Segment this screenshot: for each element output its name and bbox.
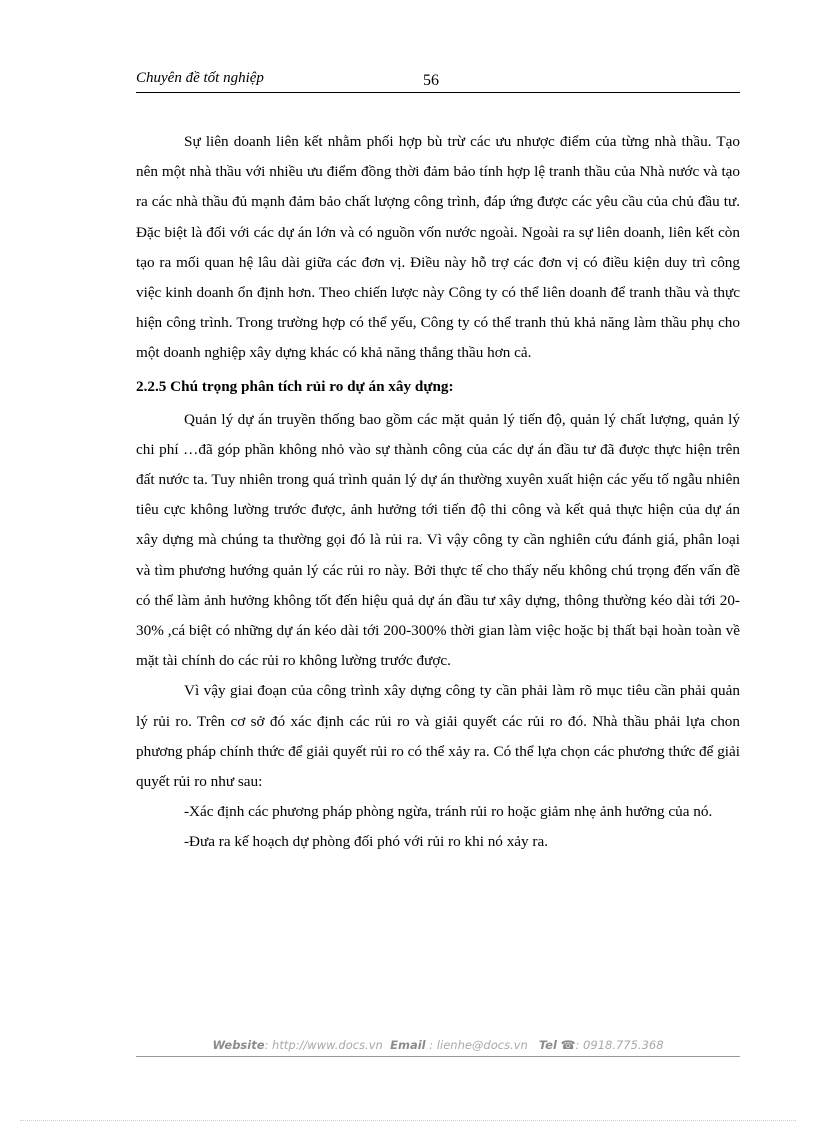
- page-footer: [136, 1038, 740, 1057]
- footer-tel-label: Tel: [538, 1038, 557, 1052]
- footer-website-label: Website: [212, 1038, 265, 1052]
- document-body: [136, 127, 740, 858]
- page-header: [136, 70, 740, 93]
- paragraph-risk-management: Quản lý dự án truyền thống bao gồm các mặt quản lý tiến độ, quản lý chất lượng, quản lý chi phí …đã góp phần không nhỏ vào sự thành công của các dự án đầu tư đã được thực hiện trên đất nước ta. Tuy nhiên trong quá trình quản lý dự án thường xuyên xuất hiện các yếu tố ngẫu nhiên tiêu cực không lường trước được, ảnh hưởng tới tiến độ thi công và kết quả thực hiện của dự án xây dựng mà chúng ta thường gọi đó là rủi ra. Vì vậy công ty cần nghiên cứu đánh giá, phân loại và tìm phương hướng quản lý các rủi ro này. Bởi thực tế cho thấy nếu không chú trọng đến vấn đề có thể làm ảnh hưởng không tốt đến hiệu quả dự án đầu tư xây dựng, thông thường kéo dài tới 20-30% ,cá biệt có những dự án kéo dài tới 200-300% thời gian làm việc hoặc bị thất bại hoàn toàn về mặt tài chính do các rủi ro không lường trước được.: [136, 410, 740, 670]
- section-heading: 2.2.5 Chú trọng phân tích rủi ro dự án xây dựng:: [136, 377, 454, 395]
- footer-email[interactable]: : lienhe@docs.vn: [429, 1038, 528, 1052]
- telephone-icon: ☎: [560, 1038, 576, 1052]
- footer-website[interactable]: : http://www.docs.vn: [264, 1038, 383, 1052]
- page-number: 56: [423, 72, 439, 89]
- header-title: Chuyên đề tốt nghiệp: [136, 70, 264, 86]
- footer-tel: : 0918.775.368: [575, 1038, 664, 1052]
- paragraph-joint-venture: Sự liên doanh liên kết nhằm phối hợp bù trừ các ưu nhược điểm của từng nhà thầu. Tạo nên một nhà thầu với nhiều ưu điểm đồng thời đảm bảo tính hợp lệ tranh thầu của Nhà nước và tạo ra các nhà thầu đủ mạnh đảm bảo chất lượng công trình, đáp ứng được các yêu cầu của chủ đầu tư. Đặc biệt là đối với các dự án lớn và có nguồn vốn nước ngoài. Ngoài ra sự liên doanh, liên kết còn tạo ra mối quan hệ lâu dài giữa các đơn vị. Điều này hỗ trợ các đơn vị có điều kiện duy trì công việc kinh doanh ổn định hơn. Theo chiến lược này Công ty có thể liên doanh để tranh thầu và thực hiện công trình. Trong trường hợp có thể yếu, Công ty có thể tranh thủ khả năng làm thầu phụ cho một doanh nghiệp xây dựng khác có khả năng thắng thầu hơn cả.: [136, 133, 740, 362]
- footer-email-label: Email: [390, 1038, 426, 1052]
- list-item-prevention: -Xác định các phương pháp phòng ngừa, tránh rủi ro hoặc giảm nhẹ ảnh hưởng của nó.: [184, 803, 713, 821]
- paragraph-risk-resolution: Vì vậy giai đoạn của công trình xây dựng công ty cần phải làm rõ mục tiêu cần phải quản lý rủi ro. Trên cơ sở đó xác định các rủi ro và giải quyết các rủi ro đó. Nhà thầu phải lựa chon phương pháp chính thức để giải quyết rủi ro có thể xảy ra. Có thể lựa chọn các phương thức để giải quyết rủi ro như sau:: [136, 682, 740, 791]
- page-bottom-divider: [20, 1120, 796, 1121]
- list-item-contingency: -Đưa ra kế hoạch dự phòng đối phó với rủi ro khi nó xảy ra.: [184, 833, 549, 851]
